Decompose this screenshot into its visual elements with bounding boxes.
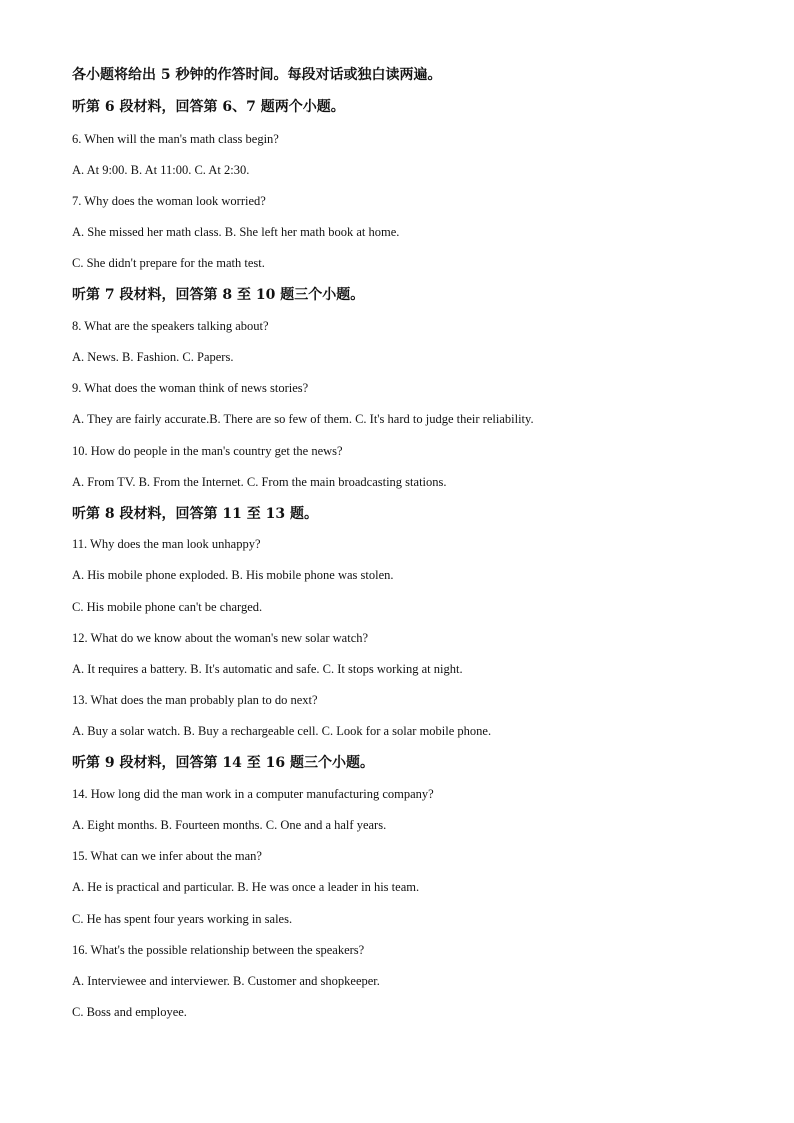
question-11-option-c: C. His mobile phone can't be charged. [72,600,263,614]
question-16: 16. What's the possible relationship between the speakers? [72,943,365,957]
question-15: 15. What can we infer about the man? [72,849,262,863]
question-12-options: A. It requires a battery. B. It's automatic and safe. C. It stops working at night. [72,662,463,676]
question-8-options: A. News. B. Fashion. C. Papers. [72,350,234,364]
question-10: 10. How do people in the man's country get the news? [72,444,343,458]
listening-instruction: 各小题将给出 5 秒钟的作答时间。每段对话或独白读两遍。 [72,67,442,83]
question-13: 13. What does the man probably plan to do next? [72,693,318,707]
question-6: 6. When will the man's math class begin? [72,132,279,146]
question-16-option-c: C. Boss and employee. [72,1005,187,1019]
question-15-options-ab: A. He is practical and particular. B. He was once a leader in his team. [72,880,420,894]
question-9: 9. What does the woman think of news stories? [72,381,309,395]
question-11: 11. Why does the man look unhappy? [72,537,261,551]
question-8: 8. What are the speakers talking about? [72,319,269,333]
question-12: 12. What do we know about the woman's new solar watch? [72,631,369,645]
section-heading-9: 听第 9 段材料，回答第 14 至 16 题三个小题。 [72,755,374,771]
question-13-options: A. Buy a solar watch. B. Buy a rechargeable cell. C. Look for a solar mobile phone. [72,724,492,738]
section-heading-7: 听第 7 段材料，回答第 8 至 10 题三个小题。 [72,287,365,303]
section-heading-6: 听第 6 段材料，回答第 6、7 题两个小题。 [72,99,345,115]
question-14: 14. How long did the man work in a computer manufacturing company? [72,787,434,801]
question-10-options: A. From TV. B. From the Internet. C. From the main broadcasting stations. [72,475,447,489]
question-7-option-c: C. She didn't prepare for the math test. [72,256,265,270]
question-6-options: A. At 9:00. B. At 11:00. C. At 2:30. [72,163,250,177]
question-7: 7. Why does the woman look worried? [72,194,266,208]
question-16-options-ab: A. Interviewee and interviewer. B. Customer and shopkeeper. [72,974,380,988]
question-15-option-c: C. He has spent four years working in sales. [72,912,293,926]
question-14-options: A. Eight months. B. Fourteen months. C. One and a half years. [72,818,387,832]
section-heading-8: 听第 8 段材料，回答第 11 至 13 题。 [72,506,318,522]
question-11-options-ab: A. His mobile phone exploded. B. His mobile phone was stolen. [72,568,394,582]
question-7-options-ab: A. She missed her math class. B. She left her math book at home. [72,225,400,239]
question-9-options: A. They are fairly accurate.B. There are so few of them. C. It's hard to judge their reliability. [72,412,534,426]
